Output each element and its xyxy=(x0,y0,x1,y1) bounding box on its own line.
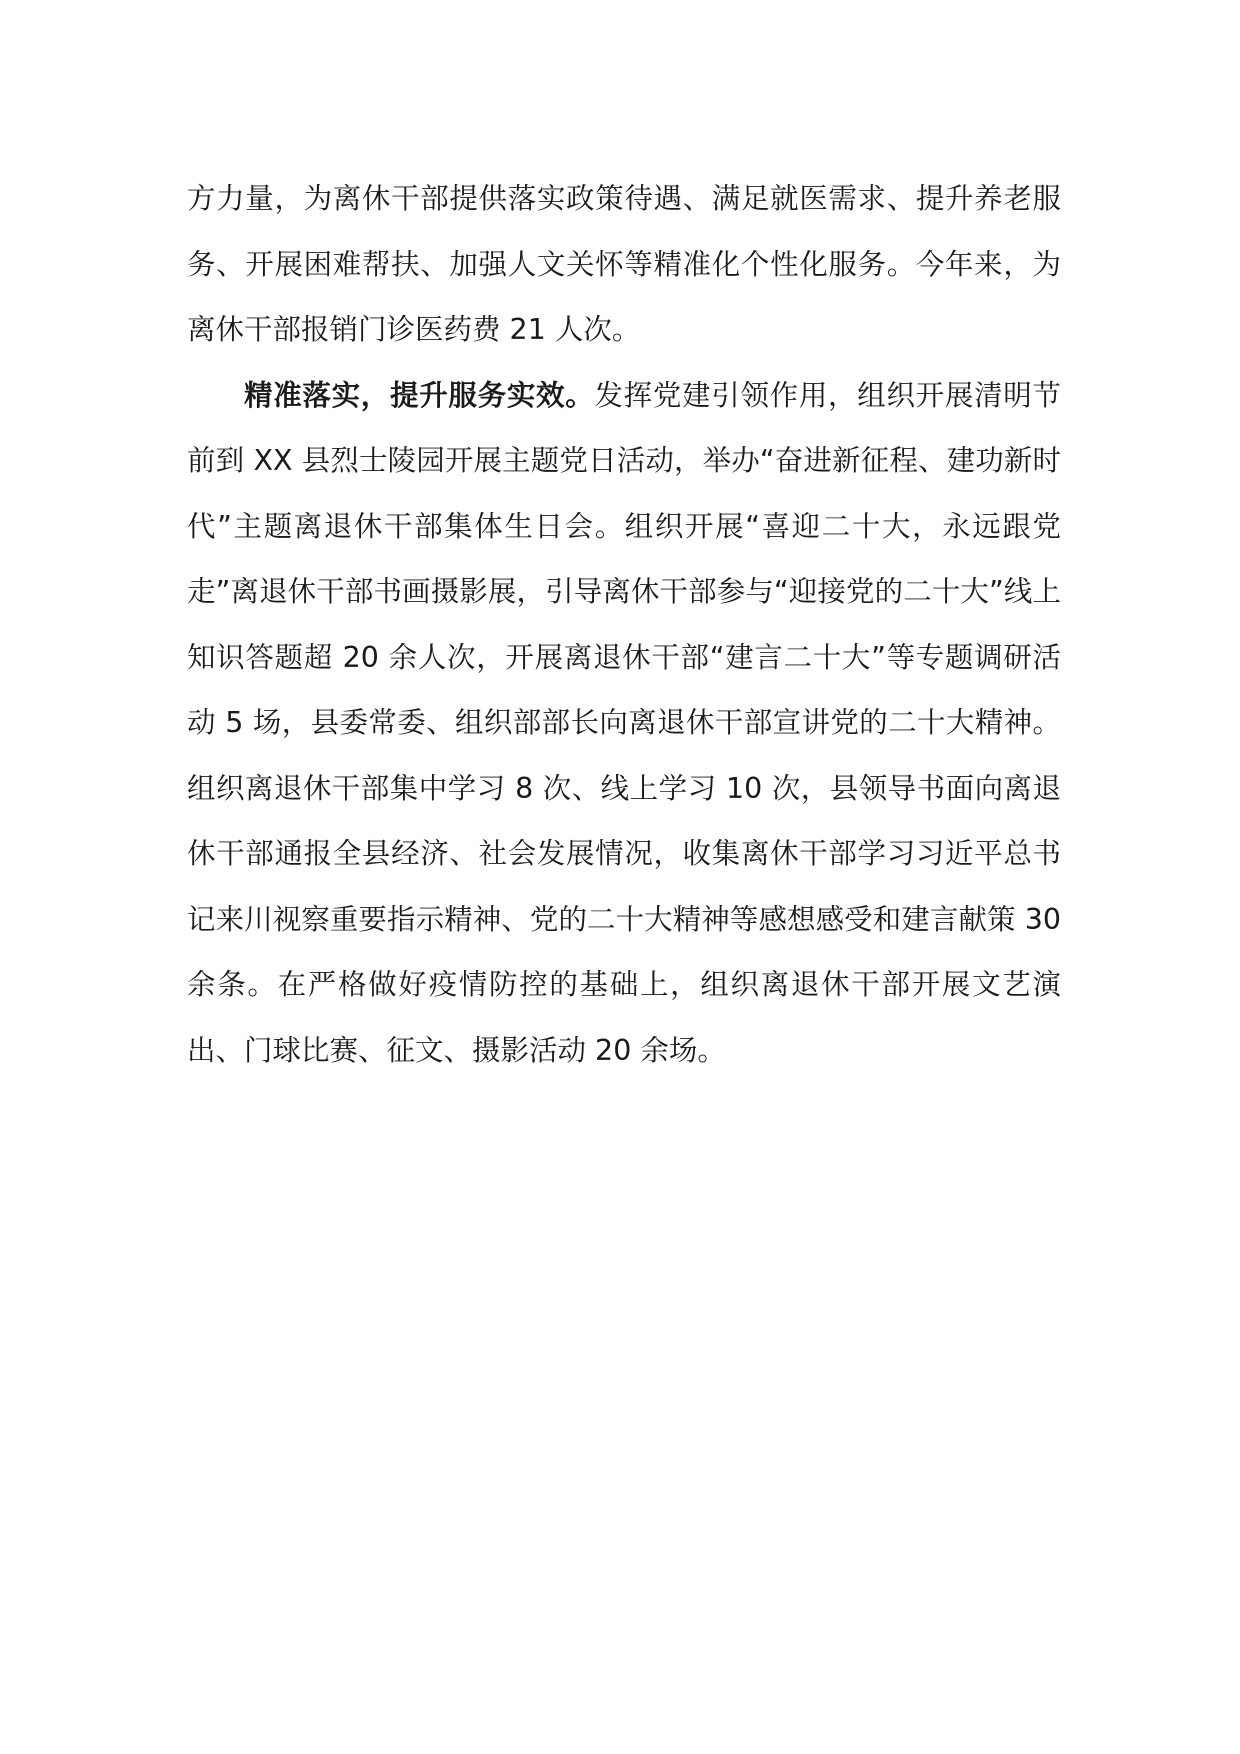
paragraph-precise-implementation xyxy=(187,363,1061,1084)
paragraph-text: 发挥党建引领作用，组织开展清明节前到 XX 县烈士陵园开展主题党日活动，举办“奋进新征程、建功新时代”主题离退休干部集体生日会。组织开展“喜迎二十大，永远跟党走”离退休干部书画摄影展，引导离休干部参与“迎接党的二十大”线上知识答题超 20 余人次，开展离退休干部“建言二十大”等专题调研活动 5 场，县委常委、组织部部长向离退休干部宣讲党的二十大精神。组织离退休干部集中学习 8 次、线上学习 10 次，县领导书面向离退休干部通报全县经济、社会发展情况，收集离休干部学习习近平总书记来川视察重要指示精神、党的二十大精神等感想感受和建言献策 30 余条。在严格做好疫情防控的基础上，组织离退休干部开展文艺演出、门球比赛、征文、摄影活动 20 余场。 xyxy=(187,378,1062,1067)
paragraph-lead-heading: 精准落实，提升服务实效。 xyxy=(244,378,595,412)
document-body xyxy=(187,166,1061,1083)
paragraph-continuation xyxy=(187,166,1061,363)
paragraph-text: 方力量，为离休干部提供落实政策待遇、满足就医需求、提升养老服务、开展困难帮扶、加强人文关怀等精准化个性化服务。今年来，为离休干部报销门诊医药费 21 人次。 xyxy=(187,182,1061,346)
